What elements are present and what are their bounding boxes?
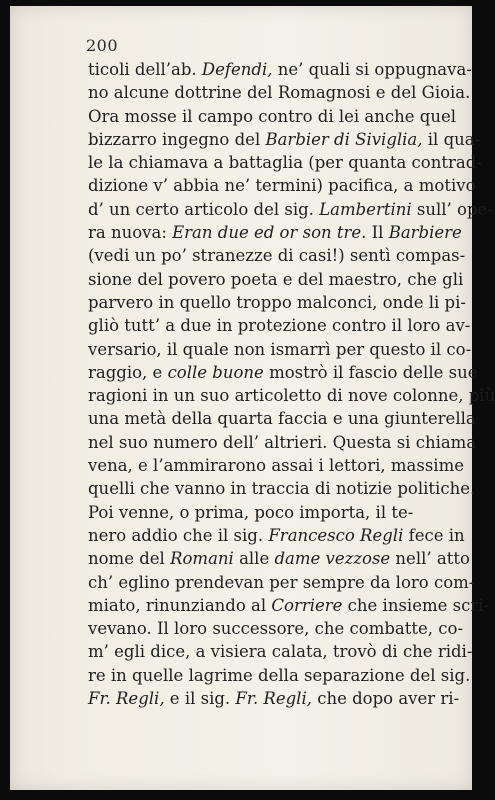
text-line — [88, 105, 472, 128]
italic-text: Fr. Regli, — [88, 689, 165, 709]
text-segment: bizzarro ingegno del — [88, 129, 266, 149]
italic-text: colle buone — [167, 362, 264, 382]
text-segment: (vedi un po’ stranezze di casi!) sentì compas- — [88, 246, 466, 266]
text-line — [88, 151, 482, 174]
text-segment: che insieme scri- — [342, 595, 490, 615]
text-segment: una metà della quarta faccia e una giunterella — [88, 409, 476, 429]
text-segment: sione del povero poeta e del maestro, che gli — [88, 269, 464, 289]
text-line — [88, 221, 472, 244]
text-line — [88, 198, 493, 221]
text-segment: raggio, e — [88, 362, 168, 382]
text-segment: Poi venne, o prima, poco importa, il te- — [88, 502, 414, 522]
italic-text: Francesco Regli — [268, 525, 404, 545]
italic-text: Romani — [170, 549, 234, 569]
text-segment: nell’ atto — [390, 549, 470, 569]
text-segment: sull’ ope- — [411, 199, 493, 219]
text-line — [88, 617, 472, 640]
text-segment: ticoli dell’ab. — [88, 60, 202, 79]
italic-text: Barbier di Siviglia, — [265, 129, 423, 149]
text-segment: d’ un certo articolo del sig. — [88, 199, 320, 219]
text-segment: ra nuova: — [88, 223, 173, 243]
italic-text: Corriere — [271, 595, 343, 615]
body-text — [88, 58, 495, 710]
italic-text: dame vezzose — [274, 549, 391, 569]
text-line — [88, 501, 472, 524]
text-segment: versario, il quale non ismarrì per questo il co- — [88, 339, 472, 359]
text-segment: ne’ quali si oppugnava- — [272, 60, 472, 79]
text-line — [88, 524, 472, 547]
text-line — [88, 687, 472, 710]
text-line — [88, 664, 472, 687]
text-line — [88, 571, 475, 594]
text-segment: il qua- — [422, 129, 481, 149]
text-segment: e il sig. — [164, 689, 236, 709]
text-line — [88, 594, 490, 617]
text-segment: alle — [233, 549, 275, 569]
text-line — [88, 291, 472, 314]
text-segment: fece in — [403, 525, 465, 545]
text-segment: nome del — [88, 549, 171, 569]
text-segment: ch’ eglino prendevan per sempre da loro com- — [88, 572, 475, 592]
text-line — [88, 384, 495, 407]
text-segment: miato, rinunziando al — [88, 595, 272, 615]
text-segment: re in quelle lagrime della separazione del sig. — [88, 665, 471, 685]
text-line — [88, 174, 476, 197]
text-segment: dizione v’ abbia ne’ termini) pacifica, a motivo — [88, 176, 476, 196]
text-segment: m’ egli dice, a visiera calata, trovò di che ridi- — [88, 642, 473, 662]
text-line — [88, 314, 472, 337]
text-segment: vevano. Il loro successore, che combatte, co- — [88, 619, 464, 639]
text-line — [88, 128, 481, 151]
text-segment: gliò tutt’ a due in protezione contro il loro av- — [88, 316, 471, 336]
book-page — [10, 6, 495, 790]
text-line — [88, 431, 477, 454]
text-segment: le la chiamava a battaglia (per quanta contrad- — [88, 153, 482, 173]
text-segment: che dopo aver ri- — [311, 689, 460, 709]
text-line — [88, 407, 476, 430]
text-segment: Il — [366, 223, 389, 243]
text-line — [88, 547, 472, 570]
text-line — [88, 338, 472, 361]
text-line — [88, 454, 472, 477]
text-line — [88, 81, 472, 104]
italic-text: Eran due ed or son tre. — [172, 223, 367, 243]
text-line — [88, 640, 472, 663]
text-segment: mostrò il fascio delle sue — [263, 362, 478, 382]
text-segment: nero addio che il sig. — [88, 525, 269, 545]
text-line — [88, 477, 476, 500]
page-number: 200 — [86, 36, 119, 55]
italic-text: Fr. Regli, — [235, 689, 312, 709]
text-segment: vena, e l’ammirarono assai i lettori, massime — [88, 456, 464, 476]
text-line — [88, 268, 472, 291]
text-segment: parvero in quello troppo malconci, onde li pi- — [88, 292, 466, 312]
italic-text: Defendi, — [201, 60, 273, 79]
text-segment: quelli che vanno in traccia di notizie politiche. — [88, 479, 476, 499]
text-line — [88, 361, 478, 384]
text-segment: ragioni in un suo articoletto di nove colonne, più — [88, 386, 495, 406]
italic-text: Lambertini — [319, 199, 412, 219]
text-segment: no alcune dottrine del Romagnosi e del Gioia. — [88, 83, 471, 103]
text-segment: nel suo numero dell’ altrieri. Questa si chiama — [88, 432, 477, 452]
italic-text: Barbiere — [388, 223, 462, 243]
text-segment: Ora mosse il campo contro di lei anche quel — [88, 106, 457, 126]
text-line — [88, 244, 472, 267]
text-line — [88, 58, 472, 81]
